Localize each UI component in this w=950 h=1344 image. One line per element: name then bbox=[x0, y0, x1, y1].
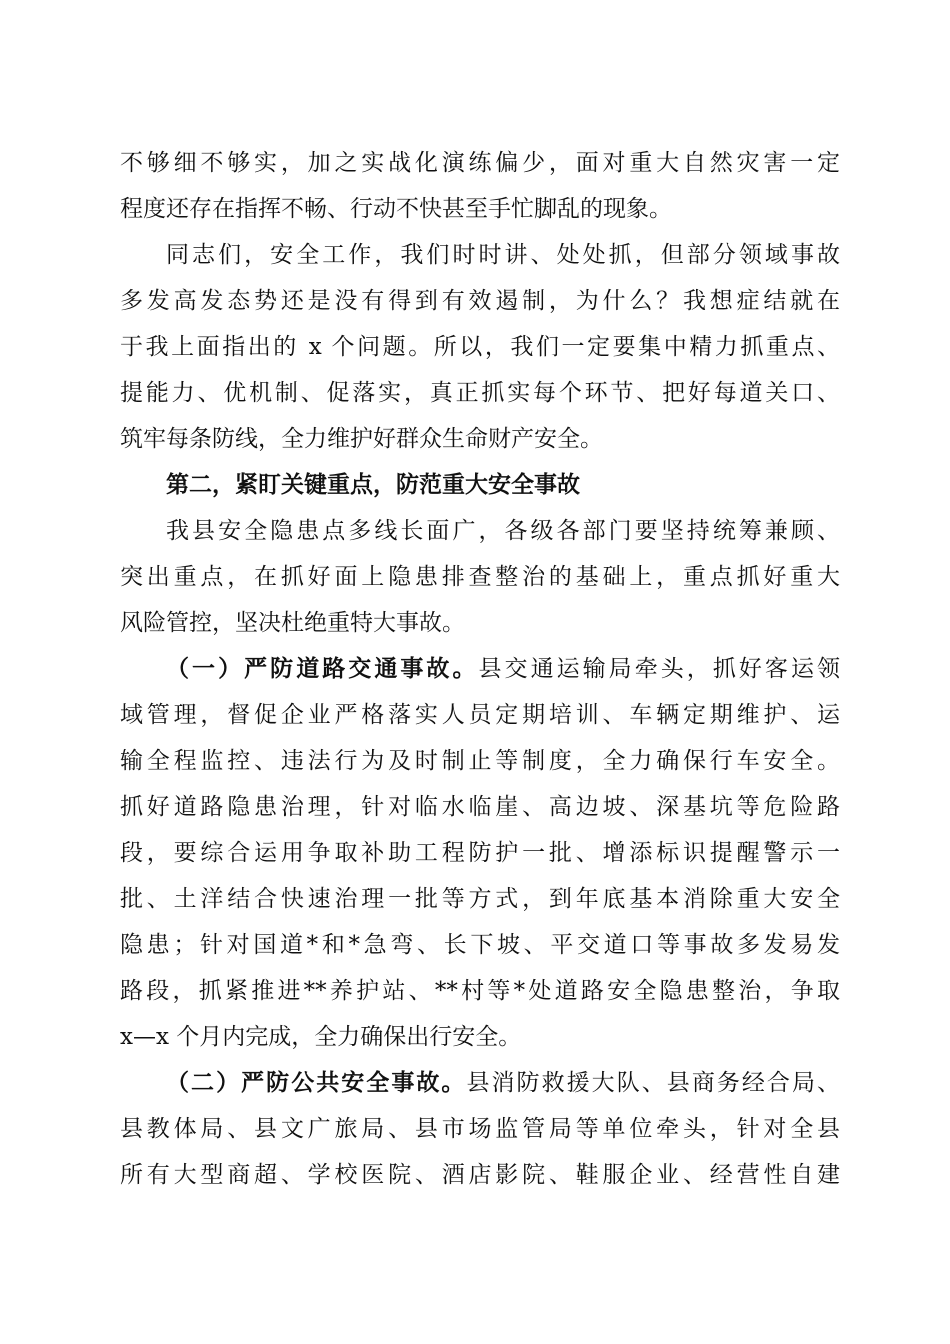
subheading-lead: （二）严防公共安全事故。 bbox=[166, 1069, 467, 1096]
text-run: 县交通运输局牵头，抓好客运领 bbox=[478, 656, 841, 682]
text-line: 提能力、优机制、促落实，真正抓实每个环节、把好每道关口、 bbox=[120, 380, 840, 406]
text-line: 所有大型商超、学校医院、酒店影院、鞋服企业、经营性自建 bbox=[120, 1162, 840, 1188]
text-line: 路段，抓紧推进**养护站、**村等*处道路安全隐患整治，争取 bbox=[120, 978, 840, 1004]
subheading-lead: （一）严防道路交通事故。 bbox=[166, 655, 479, 682]
text-run: 县消防救援大队、县商务经合局、 bbox=[466, 1070, 841, 1096]
document-body bbox=[120, 140, 840, 1198]
text-line: 隐患；针对国道*和*急弯、长下坡、平交道口等事故多发易发 bbox=[120, 932, 840, 958]
text-line: 输全程监控、违法行为及时制止等制度，全力确保行车安全。 bbox=[120, 748, 840, 774]
text-line: 批、土洋结合快速治理一批等方式，到年底基本消除重大安全 bbox=[120, 886, 840, 912]
text-line: 风险管控，坚决杜绝重特大事故。 bbox=[120, 610, 465, 636]
text-line: 不够细不够实，加之实战化演练偏少，面对重大自然灾害一定 bbox=[120, 150, 840, 176]
heading-text: 第二，紧盯关键重点，防范重大安全事故 bbox=[166, 471, 580, 498]
text-line: 段，要综合运用争取补助工程防护一批、增添标识提醒警示一 bbox=[120, 840, 840, 866]
text-line bbox=[120, 1060, 840, 1106]
text-line bbox=[120, 646, 840, 692]
text-line: 抓好道路隐患治理，针对临水临崖、高边坡、深基坑等危险路 bbox=[120, 794, 840, 820]
text-line: 域管理，督促企业严格落实人员定期培训、车辆定期维护、运 bbox=[120, 702, 840, 728]
paragraph bbox=[120, 1060, 840, 1198]
paragraph bbox=[120, 508, 840, 646]
text-line: 突出重点，在抓好面上隐患排查整治的基础上，重点抓好重大 bbox=[120, 564, 840, 590]
text-line: 程度还存在指挥不畅、行动不快甚至手忙脚乱的现象。 bbox=[120, 196, 672, 222]
paragraph bbox=[120, 232, 840, 462]
section-heading bbox=[120, 462, 840, 508]
text-line: 于我上面指出的 x 个问题。所以，我们一定要集中精力抓重点、 bbox=[120, 334, 840, 360]
text-line: 县教体局、县文广旅局、县市场监管局等单位牵头，针对全县 bbox=[120, 1116, 840, 1142]
paragraph bbox=[120, 646, 840, 1060]
text-line: 我县安全隐患点多线长面广，各级各部门要坚持统筹兼顾、 bbox=[166, 518, 840, 544]
text-line: x—x 个月内完成，全力确保出行安全。 bbox=[120, 1024, 522, 1050]
text-line: 多发高发态势还是没有得到有效遏制，为什么？我想症结就在 bbox=[120, 288, 840, 314]
text-line: 筑牢每条防线，全力维护好群众生命财产安全。 bbox=[120, 426, 603, 452]
paragraph bbox=[120, 140, 840, 232]
text-line: 同志们，安全工作，我们时时讲、处处抓，但部分领域事故 bbox=[166, 242, 840, 268]
